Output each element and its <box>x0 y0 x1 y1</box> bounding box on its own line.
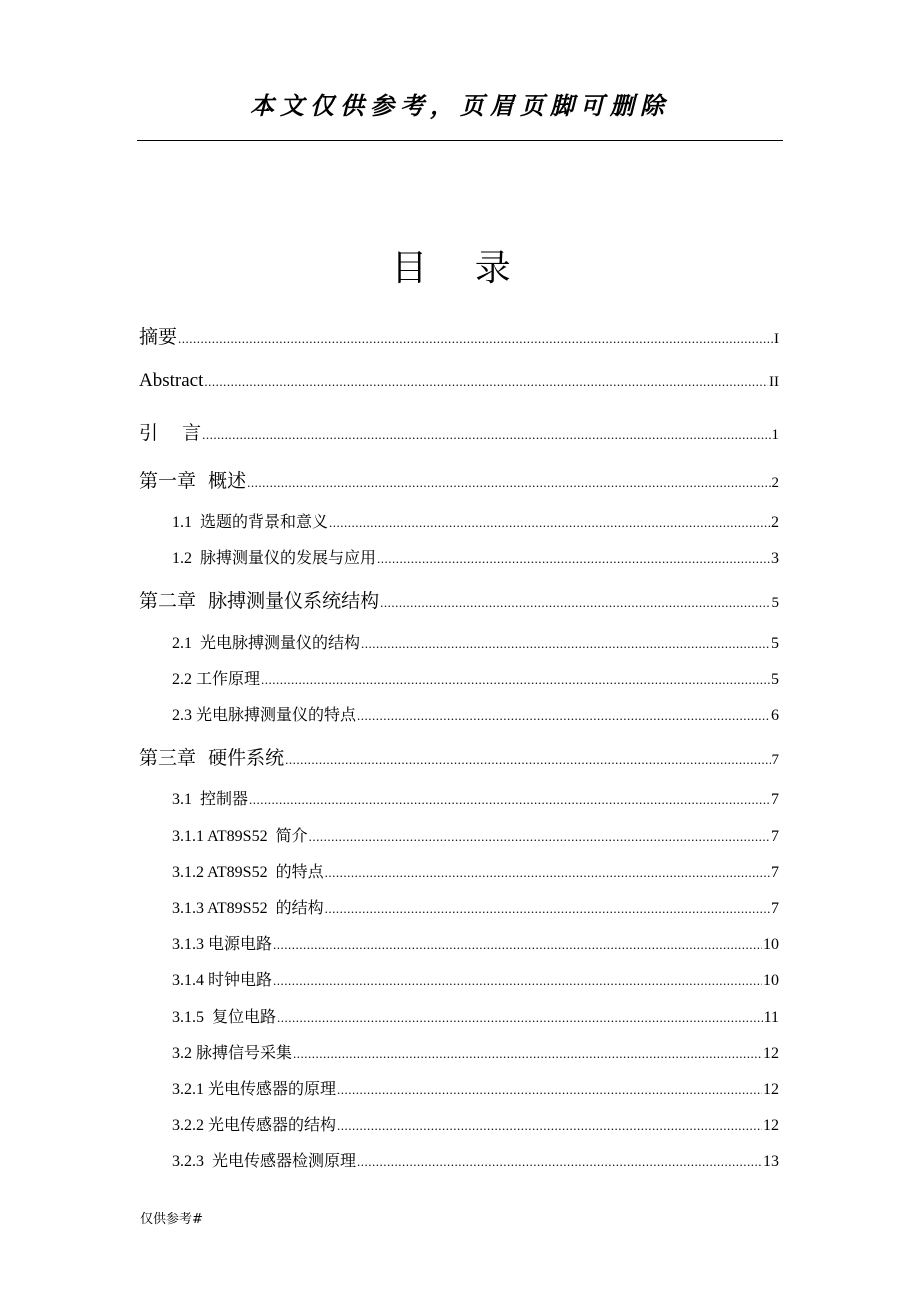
toc-leader <box>309 829 770 845</box>
toc-entry-page: 7 <box>771 864 779 881</box>
toc-title: 目 录 <box>391 248 529 289</box>
page-footer: 仅供参考# <box>140 1212 203 1227</box>
toc-entry[interactable] <box>172 931 779 961</box>
toc-entry[interactable] <box>139 743 779 773</box>
toc-entry[interactable] <box>172 509 779 539</box>
toc-entry[interactable] <box>139 466 779 496</box>
toc-leader <box>361 636 770 652</box>
toc-entry[interactable] <box>172 1004 779 1034</box>
toc-leader <box>261 672 770 688</box>
toc-leader <box>277 1010 763 1026</box>
toc-entry-label: 1.1 选题的背景和意义 <box>172 514 329 531</box>
toc-entry-page: 5 <box>771 595 779 611</box>
toc-entry[interactable] <box>172 1076 779 1106</box>
toc-entry-page: 2 <box>771 514 779 531</box>
toc-entry[interactable] <box>139 322 779 352</box>
toc-entry-page: I <box>774 331 779 347</box>
toc-entry[interactable] <box>139 586 779 616</box>
toc-entry[interactable] <box>172 666 779 696</box>
toc-entry-page: 13 <box>763 1153 779 1170</box>
toc-entry-label: 3.1.5 复位电路 <box>172 1009 277 1026</box>
toc-entry-label: 2.3 光电脉搏测量仪的特点 <box>172 707 357 724</box>
toc-entry-page: 7 <box>771 900 779 917</box>
toc-leader <box>273 937 762 953</box>
toc-entry-page: II <box>769 374 779 390</box>
toc-entry-page: 5 <box>771 671 779 688</box>
toc-leader <box>377 551 770 567</box>
toc-entry-page: 11 <box>763 1009 779 1026</box>
toc-leader <box>337 1118 762 1134</box>
toc-leader <box>380 595 770 611</box>
toc-leader <box>273 973 762 989</box>
toc-leader <box>293 1046 762 1062</box>
toc-leader <box>357 1154 762 1170</box>
toc-entry-label: 2.1 光电脉搏测量仪的结构 <box>172 635 361 652</box>
toc-entry-label: 3.1.3 AT89S52 的结构 <box>172 900 324 917</box>
toc-entry-page: 3 <box>771 550 779 567</box>
toc-entry-page: 12 <box>763 1117 779 1134</box>
toc-leader <box>204 374 768 390</box>
toc-entry-page: 6 <box>771 707 779 724</box>
toc-entry-label: 3.2.3 光电传感器检测原理 <box>172 1153 357 1170</box>
toc-entry-label: 第三章 硬件系统 <box>139 747 285 769</box>
toc-entry-label: 摘要 <box>139 326 178 348</box>
toc-entry-label: 3.1.2 AT89S52 的特点 <box>172 864 324 881</box>
toc-entry-label: 第二章 脉搏测量仪系统结构 <box>139 590 380 612</box>
toc-entry-label: 3.2.2 光电传感器的结构 <box>172 1117 337 1134</box>
toc-entry-label: 3.1.4 时钟电路 <box>172 972 273 989</box>
page-header: 本文仅供参考，页眉页脚可删除 <box>250 92 670 120</box>
toc-entry-label: 第一章 概述 <box>139 470 247 492</box>
toc-entry-label: 3.2 脉搏信号采集 <box>172 1045 293 1062</box>
toc-entry[interactable] <box>172 823 779 853</box>
toc-entry[interactable] <box>172 786 779 816</box>
toc-entry-page: 5 <box>771 635 779 652</box>
toc-leader <box>247 475 770 491</box>
toc-leader <box>285 752 770 768</box>
toc-entry[interactable] <box>172 702 779 732</box>
toc-entry-page: 10 <box>763 936 779 953</box>
toc-leader <box>249 792 770 808</box>
toc-leader <box>178 331 773 347</box>
toc-entry[interactable] <box>172 545 779 575</box>
toc-entry-label: 3.1 控制器 <box>172 791 249 808</box>
toc-entry-page: 2 <box>771 475 779 491</box>
toc-entry-label: 引 言 <box>139 422 202 444</box>
toc-entry[interactable] <box>172 967 779 997</box>
toc-entry-page: 12 <box>763 1081 779 1098</box>
toc-leader <box>202 427 770 443</box>
toc-entry[interactable] <box>139 370 779 400</box>
toc-entry-label: 3.1.1 AT89S52 简介 <box>172 828 308 845</box>
toc-entry[interactable] <box>172 1040 779 1070</box>
toc-entry-page: 7 <box>771 752 779 768</box>
toc-entry[interactable] <box>172 630 779 660</box>
toc-leader <box>325 865 770 881</box>
toc-entry-label: 3.1.3 电源电路 <box>172 936 273 953</box>
toc-entry-label: 1.2 脉搏测量仪的发展与应用 <box>172 550 377 567</box>
header-divider <box>137 140 783 141</box>
toc-leader <box>357 708 770 724</box>
toc-entry[interactable] <box>172 1148 779 1178</box>
toc-entry-label: 3.2.1 光电传感器的原理 <box>172 1081 337 1098</box>
toc-entry-page: 12 <box>763 1045 779 1062</box>
toc-leader <box>325 901 770 917</box>
toc-entry-page: 10 <box>763 972 779 989</box>
toc-entry-page: 1 <box>771 427 779 443</box>
toc-leader <box>337 1082 762 1098</box>
toc-entry[interactable] <box>172 1112 779 1142</box>
toc-leader <box>329 515 770 531</box>
toc-entry-page: 7 <box>771 791 779 808</box>
toc-entry-label: 2.2 工作原理 <box>172 671 261 688</box>
toc-entry[interactable] <box>139 418 779 448</box>
toc-entry[interactable] <box>172 895 779 925</box>
toc-entry-page: 7 <box>771 828 779 845</box>
toc-entry[interactable] <box>172 859 779 889</box>
toc-entry-label: Abstract <box>139 370 204 391</box>
